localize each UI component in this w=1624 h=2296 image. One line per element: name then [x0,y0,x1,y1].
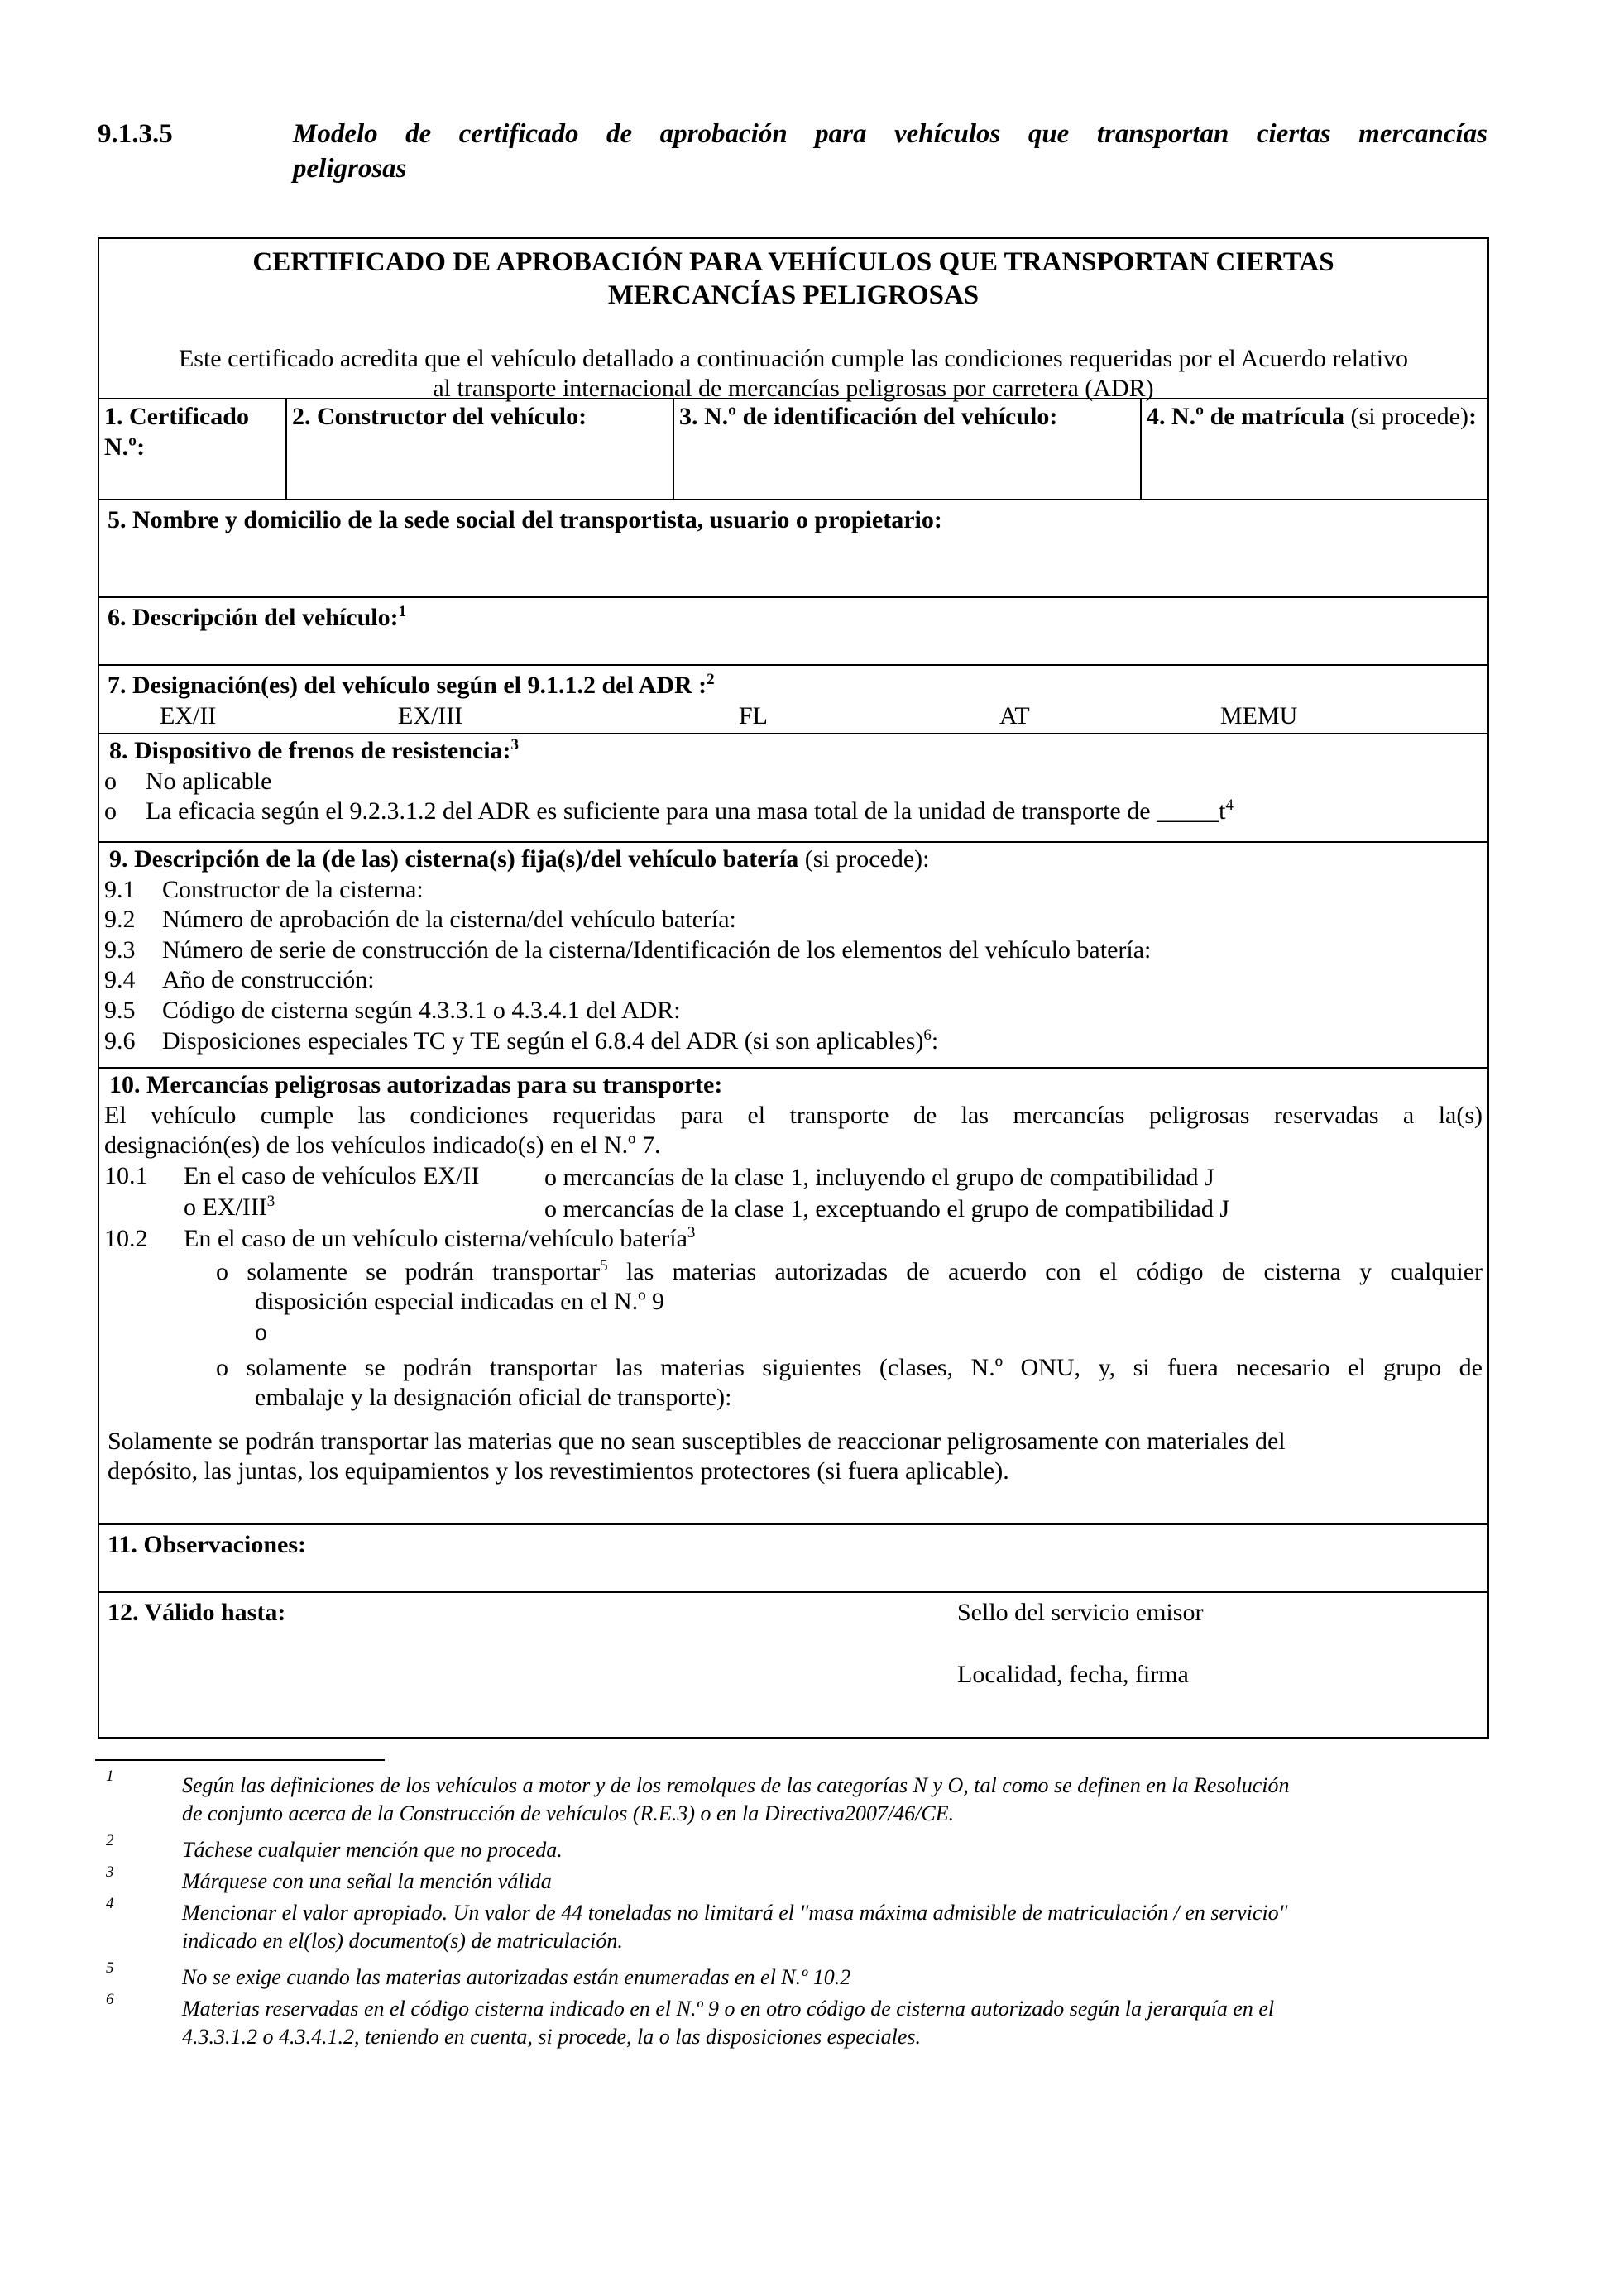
footnote-line: de conjunto acerca de la Construcción de vehículos (R.E.3) o en la Directiva2007/46/CE. [182,1801,955,1825]
mass-blank[interactable]: _____ [1157,797,1219,825]
item-index: 9.1 [104,875,136,903]
item-index: 9.4 [104,966,136,994]
place-date-signature-label: Localidad, fecha, firma [957,1661,1189,1688]
tank-item-9-6[interactable] [104,1026,1483,1057]
field-label: 8. Dispositivo de frenos de resistencia: [109,737,511,764]
field-label-colon: : [1468,403,1477,430]
field-tank-description [99,841,1487,1067]
designation-ex-ii[interactable]: EX/II [160,701,217,729]
designation-ex-iii[interactable]: EX/III [398,701,463,729]
field-holder-name-address[interactable] [99,499,1487,596]
field-label-note: (si procede) [1344,403,1468,430]
section-title: Modelo de certificado de aprobación para vehículos que transportan ciertas mercancías [293,119,1487,149]
footnote-line: Márquese con una señal la mención válida [182,1869,552,1893]
fields-1-4 [99,398,1487,499]
field-registration-number[interactable] [1140,399,1487,499]
footnote-line: No se exige cuando las materias autorizadas están enumeradas en el N.º 10.2 [182,1965,851,1989]
field-authorized-goods [99,1067,1487,1523]
goods-text-line: El vehículo cumple las condiciones requeridas para el transporte de las mercancías peligrosas reservadas a la(s) [104,1101,1483,1129]
certificate-header [99,239,1487,402]
field-label-note: (si procede): [798,845,930,873]
footnote-line: Mencionar el valor apropiado. Un valor de 44 toneladas no limitará el "masa máxima admisible de matriculación / en servicio" [182,1901,1288,1925]
option-label: las materias autorizadas de acuerdo con el código de cisterna y cualquier [607,1257,1483,1285]
item-10-1 [104,1161,1483,1224]
item-label: Año de construcción: [162,966,375,994]
field-vehicle-id[interactable] [673,399,1140,499]
mass-unit: t [1219,797,1226,825]
option-tank-code[interactable] [216,1257,1483,1288]
section-number: 9.1.3.5 [98,119,173,149]
footnote-ref: 3 [687,1223,696,1241]
item-label: Número de aprobación de la cisterna/del vehículo batería: [162,906,736,934]
field-label[interactable]: 12. Válido hasta: [108,1599,286,1626]
item-label: Número de serie de construcción de la cisterna/Identificación de los elementos del vehículo batería: [162,935,1152,964]
option-class1-excl-j[interactable]: o mercancías de la clase 1, exceptuando el grupo de compatibilidad J [544,1194,1230,1222]
designation-fl[interactable]: FL [739,701,769,729]
checkbox-mark[interactable]: o [104,767,117,795]
goods-text-line: designación(es) de los vehículos indicado(s) en el N.º 7. [104,1131,661,1160]
goods-final-note [104,1427,1483,1487]
item-label: Constructor de la cisterna: [162,875,424,903]
footnote-ref: 2 [707,671,715,688]
field-label: 11. Observaciones: [108,1531,306,1558]
footnote-mark: 4 [106,1895,114,1912]
field-label: 4. N.º de matrícula [1147,403,1345,430]
brake-option-not-applicable[interactable] [104,767,1483,797]
tank-item-9-1[interactable] [104,875,1483,906]
note-line: Solamente se podrán transportar las materias que no sean susceptibles de reaccionar peligrosamente con materiales del [108,1427,1286,1455]
item-label: o EX/III [184,1193,267,1221]
certificate-title-line: CERTIFICADO DE APROBACIÓN PARA VEHÍCULOS QUE TRANSPORTAN CIERTAS [252,247,1334,277]
item-index: 9.2 [104,906,136,934]
item-index: 10.2 [104,1224,148,1252]
issuer-seal-label: Sello del servicio emisor [957,1599,1204,1626]
tank-item-9-5[interactable] [104,996,1483,1026]
field-vehicle-description[interactable] [99,596,1487,664]
footnote-line: Según las definiciones de los vehículos a motor y de los remolques de las categorías N y O, tal como se definen en la Resolución [182,1773,1290,1797]
intro-line: Este certificado acredita que el vehículo detallado a continuación cumple las condiciones requeridas por el Acuerdo relativo [178,344,1409,372]
option-label: No aplicable [146,767,272,795]
item-colon: : [931,1026,939,1055]
field-remarks[interactable] [99,1523,1487,1591]
field-label: 1. Certificado N.º: [104,403,249,461]
certificate-form [98,237,1489,1739]
option-label-cont: embalaje y la designación oficial de transporte): [255,1384,732,1412]
footnote-mark: 2 [106,1832,114,1849]
field-certificate-number[interactable] [99,399,285,499]
tank-item-9-2[interactable] [104,905,1483,935]
brake-option-efficiency[interactable] [104,796,1483,827]
field-label: 3. N.º de identificación del vehículo: [679,403,1058,430]
item-index: 9.6 [104,1026,136,1055]
footnote-line: indicado en el(los) documento(s) de matriculación. [182,1928,623,1953]
footnote-mark: 5 [106,1959,114,1977]
option-label: o solamente se podrán transportar [216,1257,601,1285]
item-index: 10.1 [104,1161,148,1189]
field-label: 10. Mercancías peligrosas autorizadas para su transporte: [109,1071,723,1098]
field-label: 7. Designación(es) del vehículo según el 9.1.1.2 del ADR : [108,672,707,699]
designation-memu[interactable]: MEMU [1220,701,1298,729]
item-label: En el caso de un vehículo cisterna/vehículo batería [184,1224,687,1252]
intro-line: al transporte internacional de mercancías peligrosas por carretera (ADR) [433,374,1154,402]
item-10-2 [104,1224,1483,1257]
option-listed-substances[interactable]: o solamente se podrán transportar las materias siguientes (clases, N.º ONU, y, si fuera necesario el grupo de [216,1353,1483,1381]
field-label: 2. Constructor del vehículo: [292,403,587,430]
certificate-title [108,246,1479,313]
field-valid-until [99,1591,1487,1737]
option-class1-incl-j[interactable]: o mercancías de la clase 1, incluyendo el grupo de compatibilidad J [544,1163,1214,1191]
field-vehicle-manufacturer[interactable] [285,399,673,499]
footnote-ref: 6 [923,1026,932,1044]
designation-at[interactable]: AT [999,701,1030,729]
field-label: 9. Descripción de la (de las) cisterna(s) fija(s)/del vehículo batería [109,845,799,873]
certificate-title-line: MERCANCÍAS PELIGROSAS [607,280,980,311]
option-label: La eficacia según el 9.2.3.1.2 del ADR es suficiente para una masa total de la unidad de transporte de [146,797,1151,825]
item-label: Código de cisterna según 4.3.3.1 o 4.3.4.1 del ADR: [162,996,681,1024]
field-endurance-brake [99,733,1487,841]
footnote-ref: 3 [266,1192,275,1210]
footnote-ref: 4 [1225,796,1234,815]
footnote-ref: 1 [398,603,407,620]
footnote-mark: 1 [106,1767,114,1785]
footnote-mark: 3 [106,1863,114,1881]
field-label: 6. Descripción del vehículo: [108,604,399,631]
tank-item-9-4[interactable] [104,965,1483,996]
footnote-ref: 5 [600,1256,608,1275]
footnote-ref: 3 [510,736,520,753]
item-label: En el caso de vehículos EX/II [184,1161,480,1189]
item-index: 9.3 [104,935,136,964]
footnote-line: 4.3.3.1.2 o 4.3.4.1.2, teniendo en cuenta, si procede, la o las disposiciones especiales. [182,2024,922,2049]
option-label-cont: disposición especial indicadas en el N.º 9 [255,1288,664,1316]
tank-item-9-3[interactable] [104,935,1483,966]
checkbox-mark[interactable]: o [104,797,117,825]
footnote-line: Táchese cualquier mención que no proceda. [182,1838,563,1862]
field-vehicle-designations [99,664,1487,733]
item-label: Disposiciones especiales TC y TE según el 6.8.4 del ADR (si son aplicables) [162,1026,924,1055]
section-title-cont: peligrosas [293,154,407,184]
certificate-intro [108,344,1479,404]
footnote-line: Materias reservadas en el código cisterna indicado en el N.º 9 o en otro código de cisterna autorizado según la jerarquía en el [182,1997,1275,2021]
designation-options [108,701,1479,731]
note-line: depósito, las juntas, los equipamientos y los revestimientos protectores (si fuera aplicable). [108,1457,1009,1485]
or-separator: o [255,1318,267,1346]
field-label: 5. Nombre y domicilio de la sede social del transportista, usuario o propietario: [108,506,942,533]
item-index: 9.5 [104,996,136,1024]
footnote-divider [95,1759,385,1761]
footnote-mark: 6 [106,1991,114,2008]
